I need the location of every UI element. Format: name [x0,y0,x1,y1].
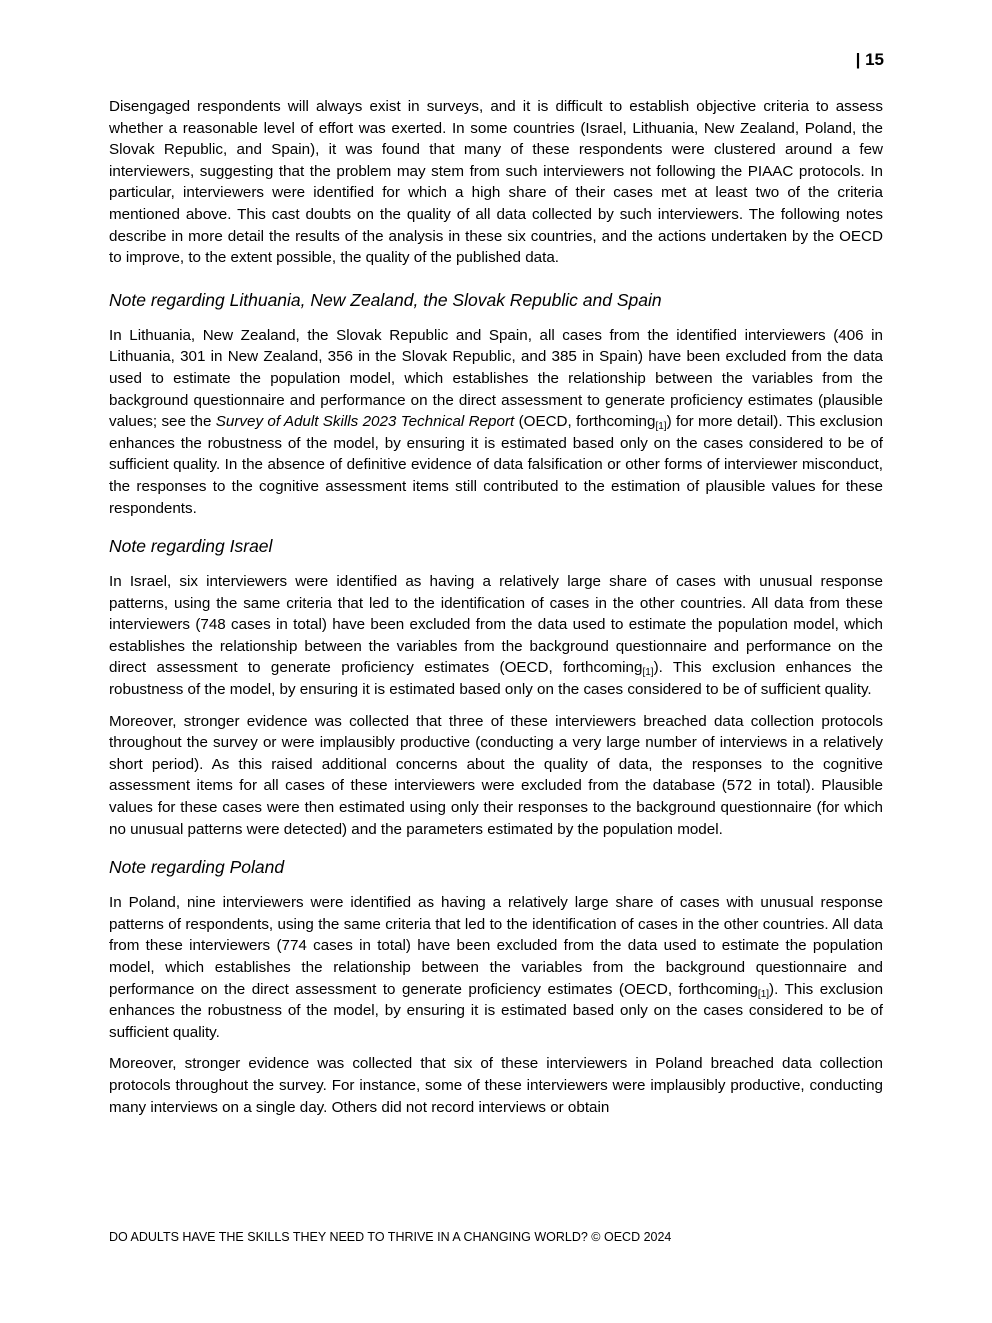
reference-marker: [1] [655,421,667,433]
text-segment: ). This exclusion enhances the robustness of the model, by ensuring it is estimated based only on the cases considered to be of sufficient quality. [109,659,884,699]
reference-marker: [1] [642,667,654,679]
text-segment: In Israel, six interviewers were identified as having a relatively large share of cases with unusual response patterns, using the same criteria that led to the identification of cases in the other countries. All data from these interviewers (748 cases in total) have been excluded from the data used to estimate the population model, which establishes the relationship between the variables from the background questionnaire and performance on the direct assessment to generate proficiency estimates (OECD, forthcoming [109,573,883,677]
reference-marker: [1] [757,988,770,1000]
text-segment: ) for more detail). This exclusion enhances the robustness of the model, by ensuring it is estimated based only on the cases considered to be of sufficient quality. In the absence of definitive evidence of data falsification or other forms of interviewer misconduct, the responses to the cognitive assessment items still contributed to the estimation of plausible values for these respondents. [109,413,883,517]
paragraph-lithuania-nz-slovak-spain [109,325,883,519]
paragraph-israel-2: Moreover, stronger evidence was collected that three of these interviewers breached data collection protocols throughout the survey or were implausibly productive (conducting a very large number of interviews in a relatively short period). As this raised additional concerns about the quality of data, the responses to the cognitive assessment items for all cases of these interviewers were excluded from the database (572 in total). Plausible values for these cases were then estimated using only their responses to the background questionnaire (for which no unusual patterns were detected) and the parameters estimated by the population model. [109,712,883,838]
heading-poland: Note regarding Poland [109,857,285,878]
paragraph-israel-1 [109,571,883,701]
page-number: | 15 [855,50,884,69]
text-segment: In Lithuania, New Zealand, the Slovak Republic and Spain, all cases from the identified interviewers (406 in Lithuania, 301 in New Zealand, 356 in the Slovak Republic, and 385 in Spain) have been excluded from the data used to estimate the population model, which establishes the relationship between the variables from the background questionnaire and performance on the direct assessment to generate proficiency estimates (plausible values; see the [109,326,883,431]
heading-lithuania-nz-slovak-spain: Note regarding Lithuania, New Zealand, the Slovak Republic and Spain [109,289,662,310]
paragraph-intro: Disengaged respondents will always exist in surveys, and it is difficult to establish objective criteria to assess whether a reasonable level of effort was exerted. In some countries (Israel, Lithuania, New Zealand, Poland, the Slovak Republic, and Spain), it was found that many of these respondents were clustered around a few interviewers, suggesting that the problem may stem from such interviewers not following the PIAAC protocols. In particular, interviewers were identified for which a high share of their cases met at least two of the criteria mentioned above. This cast doubts on the quality of all data collected by such interviewers. The following notes describe in more detail the results of the analysis in these six countries, and the actions undertaken by the OECD to improve, to the extent possible, the quality of the published data. [109,98,883,267]
page-footer: DO ADULTS HAVE THE SKILLS THEY NEED TO THRIVE IN A CHANGING WORLD? © OECD 2024 [109,1230,672,1244]
document-body [109,96,883,1128]
heading-israel: Note regarding Israel [109,536,273,557]
text-segment: ). This exclusion enhances the robustness of the model, by ensuring it is estimated based only on the cases considered to be of sufficient quality. [109,980,884,1041]
text-segment: (OECD, forthcoming [514,413,656,431]
paragraph-poland-2: Moreover, stronger evidence was collected that six of these interviewers in Poland breached data collection protocols throughout the survey. For instance, some of these interviewers were implausibly productive, conducting many interviews on a single day. Others did not record interviews or obtain [109,1055,883,1116]
paragraph-poland-1 [109,892,883,1043]
report-title: Survey of Adult Skills 2023 Technical Report [215,413,515,431]
text-segment: In Poland, nine interviewers were identified as having a relatively large share of cases with unusual response patterns of respondents, using the same criteria that led to the identification of cases in the other countries. All data from these interviewers (774 cases in total) have been excluded from the data used to estimate the population model, which establishes the relationship between the variables from the background questionnaire and performance on the direct assessment to generate proficiency estimates (OECD, forthcoming [109,894,883,998]
